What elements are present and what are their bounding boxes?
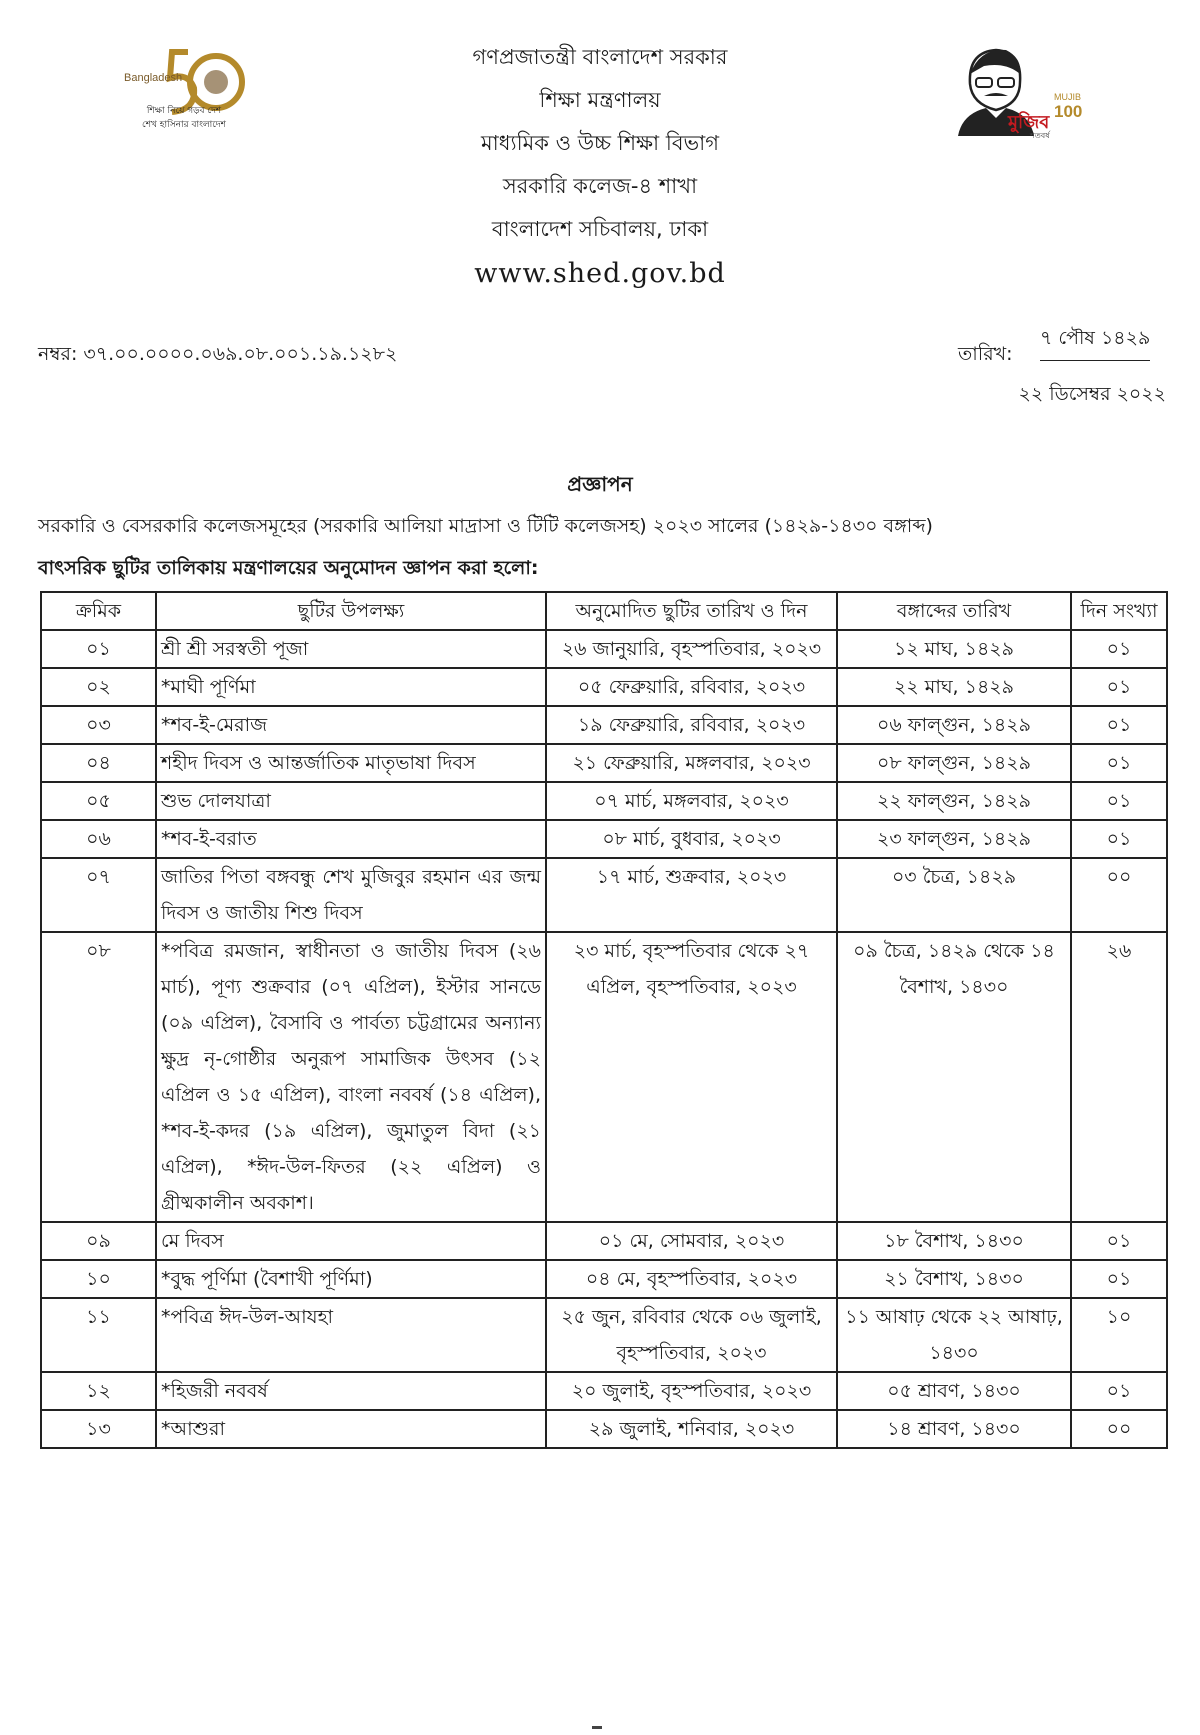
row-days: ১০	[1071, 1298, 1167, 1372]
row-occasion: *হিজরী নববর্ষ	[156, 1372, 546, 1410]
row-serial: ০৭	[41, 858, 156, 932]
logo-bangladesh-text: Bangladesh	[124, 72, 183, 84]
header-days: দিন সংখ্যা	[1071, 592, 1167, 630]
row-bangla-date: ১১ আষাঢ় থেকে ২২ আষাঢ়, ১৪৩০	[837, 1298, 1071, 1372]
notice-title: প্রজ্ঞাপন	[567, 472, 633, 496]
row-days: ০১	[1071, 1260, 1167, 1298]
header-approved-date: অনুমোদিত ছুটির তারিখ ও দিন	[546, 592, 837, 630]
row-bangla-date: ২২ মাঘ, ১৪২৯	[837, 668, 1071, 706]
table-row	[41, 744, 1167, 782]
row-approved-date: ২৬ জানুয়ারি, বৃহস্পতিবার, ২০২৩	[546, 630, 837, 668]
logo-tagline	[114, 104, 254, 132]
row-occasion: শুভ দোলযাত্রা	[156, 782, 546, 820]
notice-intro-line-1: সরকারি ও বেসরকারি কলেজসমূহের (সরকারি আলিয়া মাদ্রাসা ও টিটি কলেজসহ) ২০২৩ সালের (১৪২৯-১৪৩০ বঙ্গাব্দ)	[38, 515, 933, 537]
header-occasion: ছুটির উপলক্ষ্য	[156, 592, 546, 630]
row-days: ০১	[1071, 782, 1167, 820]
row-days: ০১	[1071, 1222, 1167, 1260]
row-approved-date: ২৯ জুলাই, শনিবার, ২০২৩	[546, 1410, 837, 1448]
website-link[interactable]: www.shed.gov.bd	[474, 258, 726, 289]
row-approved-date: ০৭ মার্চ, মঙ্গলবার, ২০২৩	[546, 782, 837, 820]
page-number-mark	[592, 1726, 602, 1729]
row-serial: ০১	[41, 630, 156, 668]
ministry-name: শিক্ষা মন্ত্রণালয়	[539, 88, 661, 112]
table-row	[41, 820, 1167, 858]
row-occasion: শ্রী শ্রী সরস্বতী পূজা	[156, 630, 546, 668]
logo-tagline-line-1: শিক্ষা নিয়ে গড়ব দেশ	[146, 106, 222, 116]
table-row	[41, 668, 1167, 706]
table-row	[41, 782, 1167, 820]
row-bangla-date: ১৮ বৈশাখ, ১৪৩০	[837, 1222, 1071, 1260]
holiday-table	[40, 591, 1168, 1449]
row-occasion: *বুদ্ধ পূর্ণিমা (বৈশাখী পূর্ণিমা)	[156, 1260, 546, 1298]
mujib-en-text: MUJIB	[1054, 92, 1081, 102]
row-approved-date: ১৯ ফেব্রুয়ারি, রবিবার, ২০২৩	[546, 706, 837, 744]
header-bangla-date: বঙ্গাব্দের তারিখ	[837, 592, 1071, 630]
division-name: মাধ্যমিক ও উচ্চ শিক্ষা বিভাগ	[480, 131, 720, 155]
row-days: ০১	[1071, 744, 1167, 782]
row-days: ০১	[1071, 668, 1167, 706]
row-approved-date: ০১ মে, সোমবার, ২০২৩	[546, 1222, 837, 1260]
mujib-100-logo	[950, 44, 1095, 144]
row-approved-date: ২০ জুলাই, বৃহস্পতিবার, ২০২৩	[546, 1372, 837, 1410]
table-row	[41, 706, 1167, 744]
row-serial: ০২	[41, 668, 156, 706]
row-serial: ০৫	[41, 782, 156, 820]
row-occasion: মে দিবস	[156, 1222, 546, 1260]
row-bangla-date: ১২ মাঘ, ১৪২৯	[837, 630, 1071, 668]
row-occasion: *আশুরা	[156, 1410, 546, 1448]
row-bangla-date: ২৩ ফাল্গুন, ১৪২৯	[837, 820, 1071, 858]
section-name: সরকারি কলেজ-৪ শাখা	[502, 174, 698, 198]
header-serial: ক্রমিক	[41, 592, 156, 630]
row-bangla-date: ০৩ চৈত্র, ১৪২৯	[837, 858, 1071, 932]
table-row	[41, 1410, 1167, 1448]
row-days: ০১	[1071, 630, 1167, 668]
row-serial: ১০	[41, 1260, 156, 1298]
date-label: তারিখ:	[958, 343, 1013, 365]
row-serial: ১১	[41, 1298, 156, 1372]
row-serial: ০৪	[41, 744, 156, 782]
row-approved-date: ২১ ফেব্রুয়ারি, মঙ্গলবার, ২০২৩	[546, 744, 837, 782]
row-occasion: জাতির পিতা বঙ্গবন্ধু শেখ মুজিবুর রহমান এর জন্ম দিবস ও জাতীয় শিশু দিবস	[156, 858, 546, 932]
row-approved-date: ০৮ মার্চ, বুধবার, ২০২৩	[546, 820, 837, 858]
row-occasion: *শব-ই-মেরাজ	[156, 706, 546, 744]
table-header-row	[41, 592, 1167, 630]
row-occasion: *শব-ই-বরাত	[156, 820, 546, 858]
row-serial: ০৬	[41, 820, 156, 858]
memo-number: নম্বর: ৩৭.০০.০০০০.০৬৯.০৮.০০১.১৯.১২৮২	[38, 343, 398, 365]
row-serial: ০৮	[41, 932, 156, 1222]
row-approved-date: ০৫ ফেব্রুয়ারি, রবিবার, ২০২৩	[546, 668, 837, 706]
row-serial: ০৩	[41, 706, 156, 744]
row-days: ০১	[1071, 820, 1167, 858]
row-approved-date: ০৪ মে, বৃহস্পতিবার, ২০২৩	[546, 1260, 837, 1298]
row-bangla-date: ০৯ চৈত্র, ১৪২৯ থেকে ১৪ বৈশাখ, ১৪৩০	[837, 932, 1071, 1222]
row-serial: ১৩	[41, 1410, 156, 1448]
row-days: ২৬	[1071, 932, 1167, 1222]
row-serial: ০৯	[41, 1222, 156, 1260]
table-row	[41, 858, 1167, 932]
mujib-label: মুজিব	[1008, 112, 1050, 133]
office-address: বাংলাদেশ সচিবালয়, ঢাকা	[491, 217, 709, 241]
letterhead	[400, 36, 800, 297]
notice-intro-line-2: বাৎসরিক ছুটির তালিকায় মন্ত্রণালয়ের অনুমোদন জ্ঞাপন করা হলো:	[38, 557, 539, 579]
row-approved-date: ১৭ মার্চ, শুক্রবার, ২০২৩	[546, 858, 837, 932]
row-days: ০০	[1071, 1410, 1167, 1448]
row-bangla-date: ০৫ শ্রাবণ, ১৪৩০	[837, 1372, 1071, 1410]
row-bangla-date: ০৬ ফাল্গুন, ১৪২৯	[837, 706, 1071, 744]
row-bangla-date: ১৪ শ্রাবণ, ১৪৩০	[837, 1410, 1071, 1448]
row-days: ০১	[1071, 1372, 1167, 1410]
row-occasion: শহীদ দিবস ও আন্তর্জাতিক মাতৃভাষা দিবস	[156, 744, 546, 782]
golden-jubilee-logo	[118, 38, 248, 138]
logo-tagline-line-2: শেখ হাসিনার বাংলাদেশ	[142, 120, 226, 130]
table-row	[41, 630, 1167, 668]
row-serial: ১২	[41, 1372, 156, 1410]
row-occasion: *পবিত্র রমজান, স্বাধীনতা ও জাতীয় দিবস (২৬ মার্চ), পূণ্য শুক্রবার (০৭ এপ্রিল), ইস্টার সানডে (০৯ এপ্রিল), বৈসাবি ও পার্বত্য চট্টগ্রামের অন্যান্য ক্ষুদ্র নৃ-গোষ্ঠীর অনুরূপ সামাজিক উৎসব (১২ এপ্রিল ও ১৫ এপ্রিল), বাংলা নববর্ষ (১৪ এপ্রিল), *শব-ই-কদর (১৯ এপ্রিল), জুমাতুল বিদা (২১ এপ্রিল), *ঈদ-উল-ফিতর (২২ এপ্রিল) ও গ্রীষ্মকালীন অবকাশ।	[156, 932, 546, 1222]
table-row	[41, 1372, 1167, 1410]
mujib-100-number: 100	[1054, 102, 1083, 121]
row-days: ০১	[1071, 706, 1167, 744]
row-approved-date: ২৩ মার্চ, বৃহস্পতিবার থেকে ২৭ এপ্রিল, বৃহস্পতিবার, ২০২৩	[546, 932, 837, 1222]
row-days: ০০	[1071, 858, 1167, 932]
table-row	[41, 932, 1167, 1222]
table-row	[41, 1260, 1167, 1298]
row-occasion: *মাঘী পূর্ণিমা	[156, 668, 546, 706]
date-bangla: ৭ পৌষ ১৪২৯	[1040, 324, 1150, 361]
date-english: ২২ ডিসেম্বর ২০২২	[1018, 383, 1166, 405]
row-approved-date: ২৫ জুন, রবিবার থেকে ০৬ জুলাই, বৃহস্পতিবার, ২০২৩	[546, 1298, 837, 1372]
row-bangla-date: ২২ ফাল্গুন, ১৪২৯	[837, 782, 1071, 820]
government-name: গণপ্রজাতন্ত্রী বাংলাদেশ সরকার	[472, 45, 728, 69]
row-occasion: *পবিত্র ঈদ-উল-আযহা	[156, 1298, 546, 1372]
table-row	[41, 1222, 1167, 1260]
mujib-sub-text: শতবর্ষ	[1030, 131, 1050, 140]
row-bangla-date: ২১ বৈশাখ, ১৪৩০	[837, 1260, 1071, 1298]
table-row	[41, 1298, 1167, 1372]
row-bangla-date: ০৮ ফাল্গুন, ১৪২৯	[837, 744, 1071, 782]
